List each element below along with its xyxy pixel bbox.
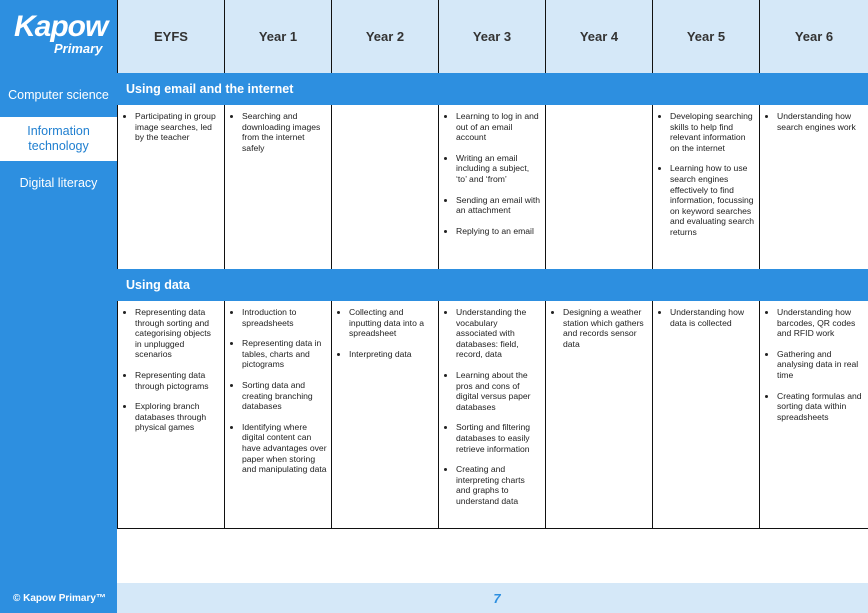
list-item: • Understanding how search engines work: [777, 111, 864, 132]
table-row: [117, 301, 868, 529]
list-item: • Understanding how data is collected: [670, 307, 755, 328]
kapow-logo: [8, 10, 110, 62]
list-item: • Sorting data and creating branching databases: [242, 380, 327, 412]
sidebar-item-computer-science[interactable]: Computer science: [8, 88, 109, 102]
list-item: • Participating in group image searches, led by the teacher: [135, 111, 220, 143]
list-item: • Understanding how barcodes, QR codes and RFID work: [777, 307, 864, 339]
list-item: • Developing searching skills to help find relevant information on the internet: [670, 111, 755, 153]
bullet-list: [766, 111, 864, 132]
list-item: • Creating and interpreting charts and graphs to understand data: [456, 464, 541, 506]
list-item: • Sending an email with an attachment: [456, 195, 541, 216]
list-item: • Replying to an email: [456, 226, 541, 237]
logo-main-text: Kapow: [14, 10, 108, 43]
list-item: • Writing an email including a subject, ‘to’ and ‘from’: [456, 153, 541, 185]
list-item: • Representing data through sorting and categorising objects in unplugged scenarios: [135, 307, 220, 360]
list-item: • Collecting and inputting data into a spreadsheet: [349, 307, 434, 339]
table-cell: [546, 105, 653, 269]
table-cell: [332, 105, 439, 269]
table-cell: [546, 301, 653, 528]
table-cell: [118, 301, 225, 528]
list-item: • Learning how to use search engines effectively to find information, focussing on keyword searches and evaluating search returns: [670, 163, 755, 237]
list-item: • Interpreting data: [349, 349, 434, 360]
list-item: • Searching and downloading images from the internet safely: [242, 111, 327, 153]
sidebar: [0, 0, 117, 613]
column-header: Year 5: [653, 0, 760, 73]
list-item: • Identifying where digital content can have advantages over paper when storing and manipulating data: [242, 422, 327, 475]
bullet-list: [766, 307, 864, 422]
list-item: • Sorting and filtering databases to easily retrieve information: [456, 422, 541, 454]
bullet-list: [552, 307, 648, 349]
bullet-list: [124, 111, 220, 143]
column-header: Year 4: [546, 0, 653, 73]
table-cell: [225, 105, 332, 269]
table-cell: [225, 301, 332, 528]
table-cell: [653, 301, 760, 528]
bullet-list: [659, 307, 755, 328]
list-item: • Learning about the pros and cons of digital versus paper databases: [456, 370, 541, 412]
bullet-list: [659, 111, 755, 238]
list-item: • Introduction to spreadsheets: [242, 307, 327, 328]
sidebar-item-digital-literacy[interactable]: Digital literacy: [19, 176, 98, 190]
section-title: Using data: [117, 269, 868, 301]
bullet-list: [445, 307, 541, 507]
column-header: EYFS: [117, 0, 225, 73]
list-item: • Exploring branch databases through physical games: [135, 401, 220, 433]
copyright-text: © Kapow Primary™: [13, 593, 106, 604]
column-header: Year 3: [439, 0, 546, 73]
sidebar-item-information-technology[interactable]: Information technology: [0, 117, 117, 161]
list-item: • Representing data through pictograms: [135, 370, 220, 391]
table-header-row: [117, 0, 868, 73]
list-item: • Designing a weather station which gathers and records sensor data: [563, 307, 648, 349]
table-cell: [760, 105, 868, 269]
logo-sub-text: Primary: [54, 41, 103, 56]
bullet-list: [445, 111, 541, 236]
bullet-list: [231, 307, 327, 475]
bullet-list: [124, 307, 220, 433]
bullet-list: [231, 111, 327, 153]
page-number: 7: [493, 591, 501, 606]
table-cell: [439, 105, 546, 269]
section-title: Using email and the internet: [117, 73, 868, 105]
table-cell: [439, 301, 546, 528]
list-item: • Learning to log in and out of an email account: [456, 111, 541, 143]
table-cell: [760, 301, 868, 528]
bullet-list: [338, 307, 434, 359]
column-header: Year 2: [332, 0, 439, 73]
table-cell: [332, 301, 439, 528]
column-header: Year 1: [225, 0, 332, 73]
table-row: [117, 105, 868, 270]
column-header: Year 6: [794, 29, 834, 44]
list-item: • Understanding the vocabulary associated with databases: field, record, data: [456, 307, 541, 360]
list-item: • Representing data in tables, charts and pictograms: [242, 338, 327, 370]
list-item: • Creating formulas and sorting data within spreadsheets: [777, 391, 864, 423]
footer-bar: [117, 583, 868, 613]
table-cell: [118, 105, 225, 269]
table-cell: [653, 105, 760, 269]
list-item: • Gathering and analysing data in real time: [777, 349, 864, 381]
